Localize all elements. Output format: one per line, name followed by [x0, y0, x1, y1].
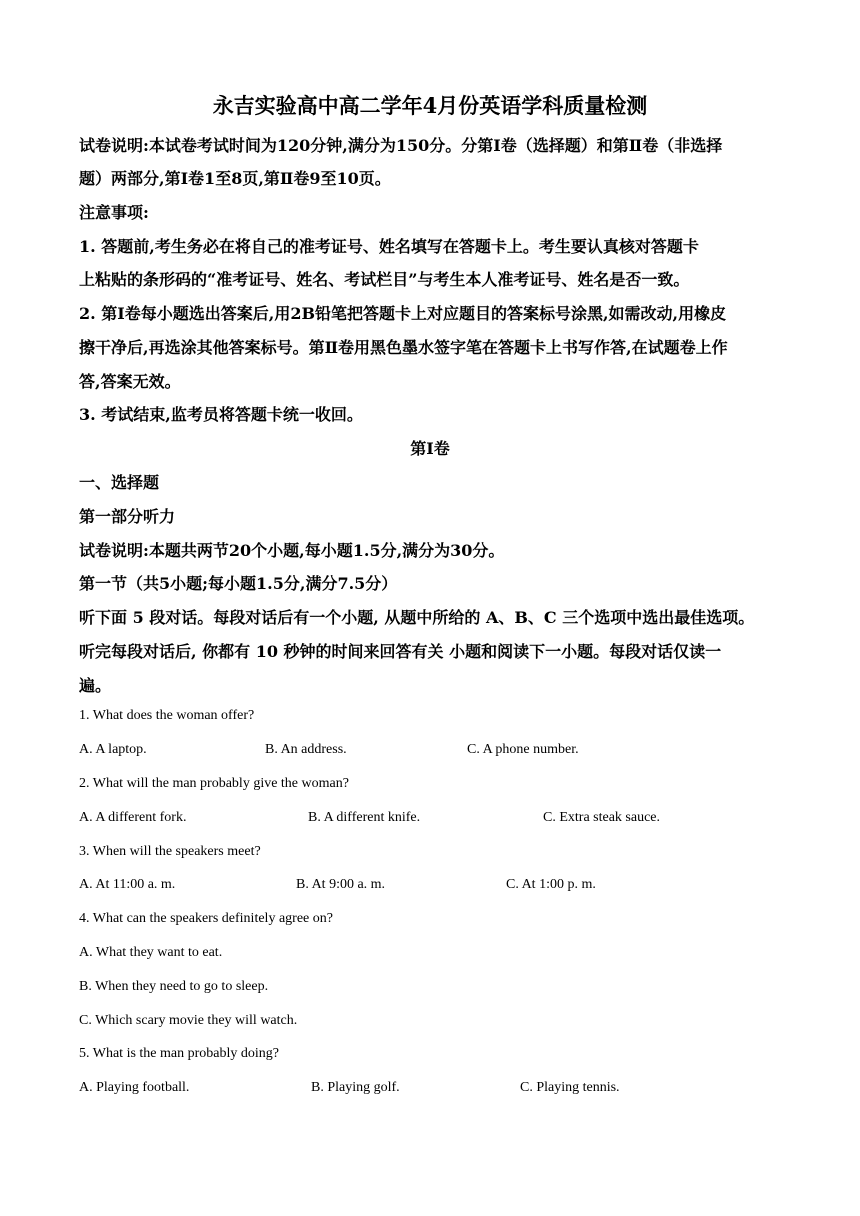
question-1-option-c: C. A phone number. [467, 742, 579, 757]
question-4-option-b: B. When they need to go to sleep. [79, 979, 269, 994]
question-3-stem: 3. When will the speakers meet? [79, 844, 261, 859]
question-5-option-a: A. Playing football. [79, 1080, 190, 1095]
question-4-option-a: A. What they want to eat. [79, 945, 223, 960]
question-4-stem: 4. What can the speakers definitely agree on? [79, 911, 333, 926]
instructions-line-1: 试卷说明:本试卷考试时间为120分钟,满分为150分。分第Ⅰ卷（选择题）和第Ⅱ卷（非选择 [79, 136, 723, 155]
question-3-option-a: A. At 11:00 a. m. [79, 877, 176, 892]
directions-line-2: 听完每段对话后, 你都有 10 秒钟的时间来回答有关 小题和阅读下一小题。每段对话仅读一 [79, 642, 722, 661]
section-heading: 一、选择题 [79, 473, 160, 492]
question-1-option-b: B. An address. [265, 742, 347, 757]
question-2-option-a: A. A different fork. [79, 810, 187, 825]
note-2-line-3: 答,答案无效。 [79, 372, 181, 391]
note-3: 3. 考试结束,监考员将答题卡统一收回。 [79, 405, 363, 424]
question-5-option-b: B. Playing golf. [311, 1080, 400, 1095]
note-2-line-1: 2. 第Ⅰ卷每小题选出答案后,用2B铅笔把答题卡上对应题目的答案标号涂黑,如需改动,用橡皮 [79, 304, 727, 323]
note-1-line-1: 1. 答题前,考生务必在将自己的准考证号、姓名填写在答题卡上。考生要认真核对答题卡 [79, 237, 699, 256]
volume-heading: 第Ⅰ卷 [410, 439, 450, 458]
question-3-option-c: C. At 1:00 p. m. [506, 877, 596, 892]
question-5-stem: 5. What is the man probably doing? [79, 1046, 279, 1061]
question-2-stem: 2. What will the man probably give the woman? [79, 776, 349, 791]
part-note: 试卷说明:本题共两节20个小题,每小题1.5分,满分为30分。 [79, 541, 505, 560]
part-heading: 第一部分听力 [79, 507, 176, 526]
question-3-option-b: B. At 9:00 a. m. [296, 877, 386, 892]
question-2-option-b: B. A different knife. [308, 810, 421, 825]
directions-line-1: 听下面 5 段对话。每段对话后有一个小题, 从题中所给的 A、B、C 三个选项中选出最佳选项。 [79, 608, 755, 627]
subsection-heading: 第一节（共5小题;每小题1.5分,满分7.5分） [79, 574, 398, 593]
question-1-option-a: A. A laptop. [79, 742, 147, 757]
note-1-line-2: 上粘贴的条形码的“准考证号、姓名、考试栏目”与考生本人准考证号、姓名是否一致。 [79, 270, 690, 289]
page-title: 永吉实验高中高二学年4月份英语学科质量检测 [212, 93, 648, 118]
question-4-option-c: C. Which scary movie they will watch. [79, 1013, 298, 1028]
question-5-option-c: C. Playing tennis. [520, 1080, 620, 1095]
notes-heading: 注意事项: [79, 203, 149, 222]
question-2-option-c: C. Extra steak sauce. [543, 810, 661, 825]
instructions-line-2: 题）两部分,第Ⅰ卷1至8页,第Ⅱ卷9至10页。 [79, 169, 391, 188]
question-1-stem: 1. What does the woman offer? [79, 708, 255, 723]
directions-line-3: 遍。 [79, 676, 112, 695]
note-2-line-2: 擦干净后,再选涂其他答案标号。第Ⅱ卷用黑色墨水签字笔在答题卡上书写作答,在试题卷上作 [79, 338, 728, 357]
